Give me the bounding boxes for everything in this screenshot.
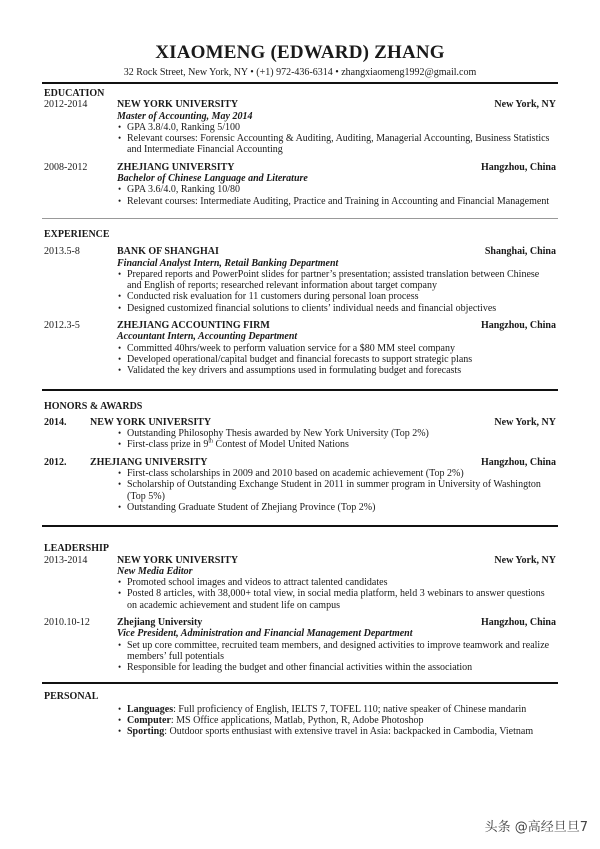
bullet-item: • Committed 40hrs/week to perform valuation service for a $80 MM steel company: [118, 343, 556, 354]
entry: [44, 246, 556, 314]
entry-location: Hangzhou, China: [480, 616, 556, 628]
bullet-text: : Outdoor sports enthusiast with extensive travel in Asia: backpacked in Cambodia, Vietnam: [164, 726, 534, 738]
bullet-list: [118, 577, 556, 611]
bullet-item: • Relevant courses: Forensic Accounting & Auditing, Auditing, Managerial Accounting, Business Statistics and Intermediate Financial Accounting: [118, 133, 556, 156]
bullet-item: • Validated the key drivers and assumptions used in formulating budget and forecasts: [118, 365, 556, 376]
bullet-label: Languages: [127, 703, 174, 715]
entry-role: New Media Editor: [117, 565, 193, 577]
entry-location: New York, NY: [494, 99, 556, 111]
entry-location: New York, NY: [494, 416, 556, 428]
ordinal-suffix: th: [208, 439, 214, 446]
bullet-item: • Designed customized financial solutions to clients’ individual needs and financial objectives: [118, 303, 556, 314]
bullet-item: [118, 715, 556, 726]
bullet-item: • First-class prize in 9th Contest of Model United Nations: [118, 439, 556, 450]
bullet-list: [118, 640, 556, 674]
entry-date: 2008-2012: [44, 161, 88, 173]
bullet-item: • Responsible for leading the budget and other financial activities within the association: [118, 662, 556, 673]
entry-role: Financial Analyst Intern, Retail Banking Department: [117, 257, 339, 269]
bullet-label: Sporting: [127, 726, 165, 738]
entry-role: Vice President, Administration and Financial Management Department: [117, 628, 413, 640]
section-title: PERSONAL: [44, 691, 99, 703]
entry-date: 2012.3-5: [44, 320, 80, 332]
bullet-list: [118, 428, 556, 451]
bullet-item: • GPA 3.6/4.0, Ranking 10/80: [118, 184, 556, 195]
entry-location: New York, NY: [494, 554, 556, 566]
entry-header: [44, 99, 556, 110]
bullet-list: [118, 704, 556, 738]
bullet-item: • Set up core committee, recruited team members, and designed activities to improve teamwork and realize members’ full potentials: [118, 640, 556, 663]
entry-header: [44, 417, 556, 428]
section-divider: [42, 682, 558, 684]
entry-header: [44, 162, 556, 173]
entry-header: [44, 555, 556, 566]
section-personal: [44, 691, 556, 737]
bullet-item: • Outstanding Philosophy Thesis awarded by New York University (Top 2%): [118, 428, 556, 439]
entry-date: 2012.: [44, 456, 67, 468]
entry-organization: NEW YORK UNIVERSITY: [90, 416, 212, 428]
bullet-text: : MS Office applications, Matlab, Python, R, Adobe Photoshop: [170, 715, 424, 727]
entry: [44, 99, 556, 155]
section-experience: [44, 229, 556, 391]
bullet-item: [118, 704, 556, 715]
entry-organization: NEW YORK UNIVERSITY: [117, 99, 239, 111]
bullet-item: • GPA 3.8/4.0, Ranking 5/100: [118, 122, 556, 133]
entry: [44, 320, 556, 376]
bullet-item: • First-class scholarships in 2009 and 2010 based on academic achievement (Top 2%): [118, 468, 556, 479]
candidate-name: XIAOMENG (EDWARD) ZHANG: [155, 42, 445, 63]
entry: [44, 704, 556, 738]
section-honors: [44, 401, 556, 528]
entry-location: Hangzhou, China: [480, 320, 556, 332]
contact-line: 32 Rock Street, New York, NY • (+1) 972-436-6314 • zhangxiaomeng1992@gmail.com: [123, 67, 477, 78]
section-title: LEADERSHIP: [44, 543, 110, 555]
bullet-list: [118, 184, 556, 207]
section-title: HONORS & AWARDS: [44, 400, 143, 412]
entry-organization: ZHEJIANG ACCOUNTING FIRM: [117, 320, 270, 332]
entry: [44, 617, 556, 673]
entry-date: 2013-2014: [44, 554, 88, 566]
section-leadership: [44, 543, 556, 684]
entry-date: 2012-2014: [44, 99, 88, 111]
entry-organization: ZHEJIANG UNIVERSITY: [90, 456, 208, 468]
entry-role: Accountant Intern, Accounting Department: [117, 331, 298, 343]
bullet-text: : Full proficiency of English, IELTS 7, TOFEL 110; native speaker of Chinese mandarin: [173, 703, 527, 715]
bullet-item: • Scholarship of Outstanding Exchange Student in 2011 in summer program in University of Washington (Top 5%): [118, 479, 556, 502]
bullet-list: [118, 468, 556, 513]
entry: [44, 162, 556, 207]
section-divider: [42, 525, 558, 527]
bullet-list: [118, 269, 556, 314]
entry-role: Bachelor of Chinese Language and Literature: [117, 173, 308, 185]
bullet-item: [118, 726, 556, 737]
bullet-list: [118, 343, 556, 377]
entry: [44, 417, 556, 451]
header-divider: [42, 82, 558, 84]
entry-header: [44, 617, 556, 628]
entry: [44, 555, 556, 611]
bullet-list: [118, 122, 556, 156]
bullet-item: • Promoted school images and videos to attract talented candidates: [118, 577, 556, 588]
entry-location: Shanghai, China: [484, 246, 556, 258]
entry: [44, 457, 556, 513]
section-title: EDUCATION: [44, 88, 105, 99]
bullet-item: • Developed operational/capital budget and financial forecasts to support strategic plans: [118, 354, 556, 365]
bullet-item: • Prepared reports and PowerPoint slides for partner’s presentation; assisted translation between Chinese and English of reports; researched relevant information about target company: [118, 269, 556, 292]
entry-role: Master of Accounting, May 2014: [117, 110, 253, 122]
entry-location: Hangzhou, China: [480, 161, 556, 173]
entry-organization: ZHEJIANG UNIVERSITY: [117, 161, 235, 173]
bullet-item: • Conducted risk evaluation for 11 customers during personal loan process: [118, 291, 556, 302]
section-title: EXPERIENCE: [44, 228, 110, 240]
bullet-item: • Posted 8 articles, with 38,000+ total view, in social media platform, held 3 webinars to answer questions on academic achievement and student life on campus: [118, 588, 556, 611]
entry-organization: Zhejiang University: [117, 616, 203, 628]
entry-location: Hangzhou, China: [480, 456, 556, 468]
entry-date: 2010.10-12: [44, 616, 90, 628]
entry-header: [44, 246, 556, 257]
entry-organization: BANK OF SHANGHAI: [117, 246, 219, 258]
bullet-item: • Relevant courses: Intermediate Auditing, Practice and Training in Accounting and Financial Management: [118, 196, 556, 207]
entry-header: [44, 320, 556, 331]
watermark: 头条 @高经旦旦7: [484, 820, 588, 835]
entry-header: [44, 457, 556, 468]
bullet-label: Computer: [127, 715, 171, 727]
section-education: [44, 88, 556, 219]
entry-date: 2014.: [44, 416, 67, 428]
bullet-item: • Outstanding Graduate Student of Zhejiang Province (Top 2%): [118, 502, 556, 513]
section-divider: [42, 218, 558, 219]
section-divider: [42, 389, 558, 391]
entry-date: 2013.5-8: [44, 246, 80, 258]
entry-organization: NEW YORK UNIVERSITY: [117, 554, 239, 566]
resume-sections: [44, 88, 556, 738]
